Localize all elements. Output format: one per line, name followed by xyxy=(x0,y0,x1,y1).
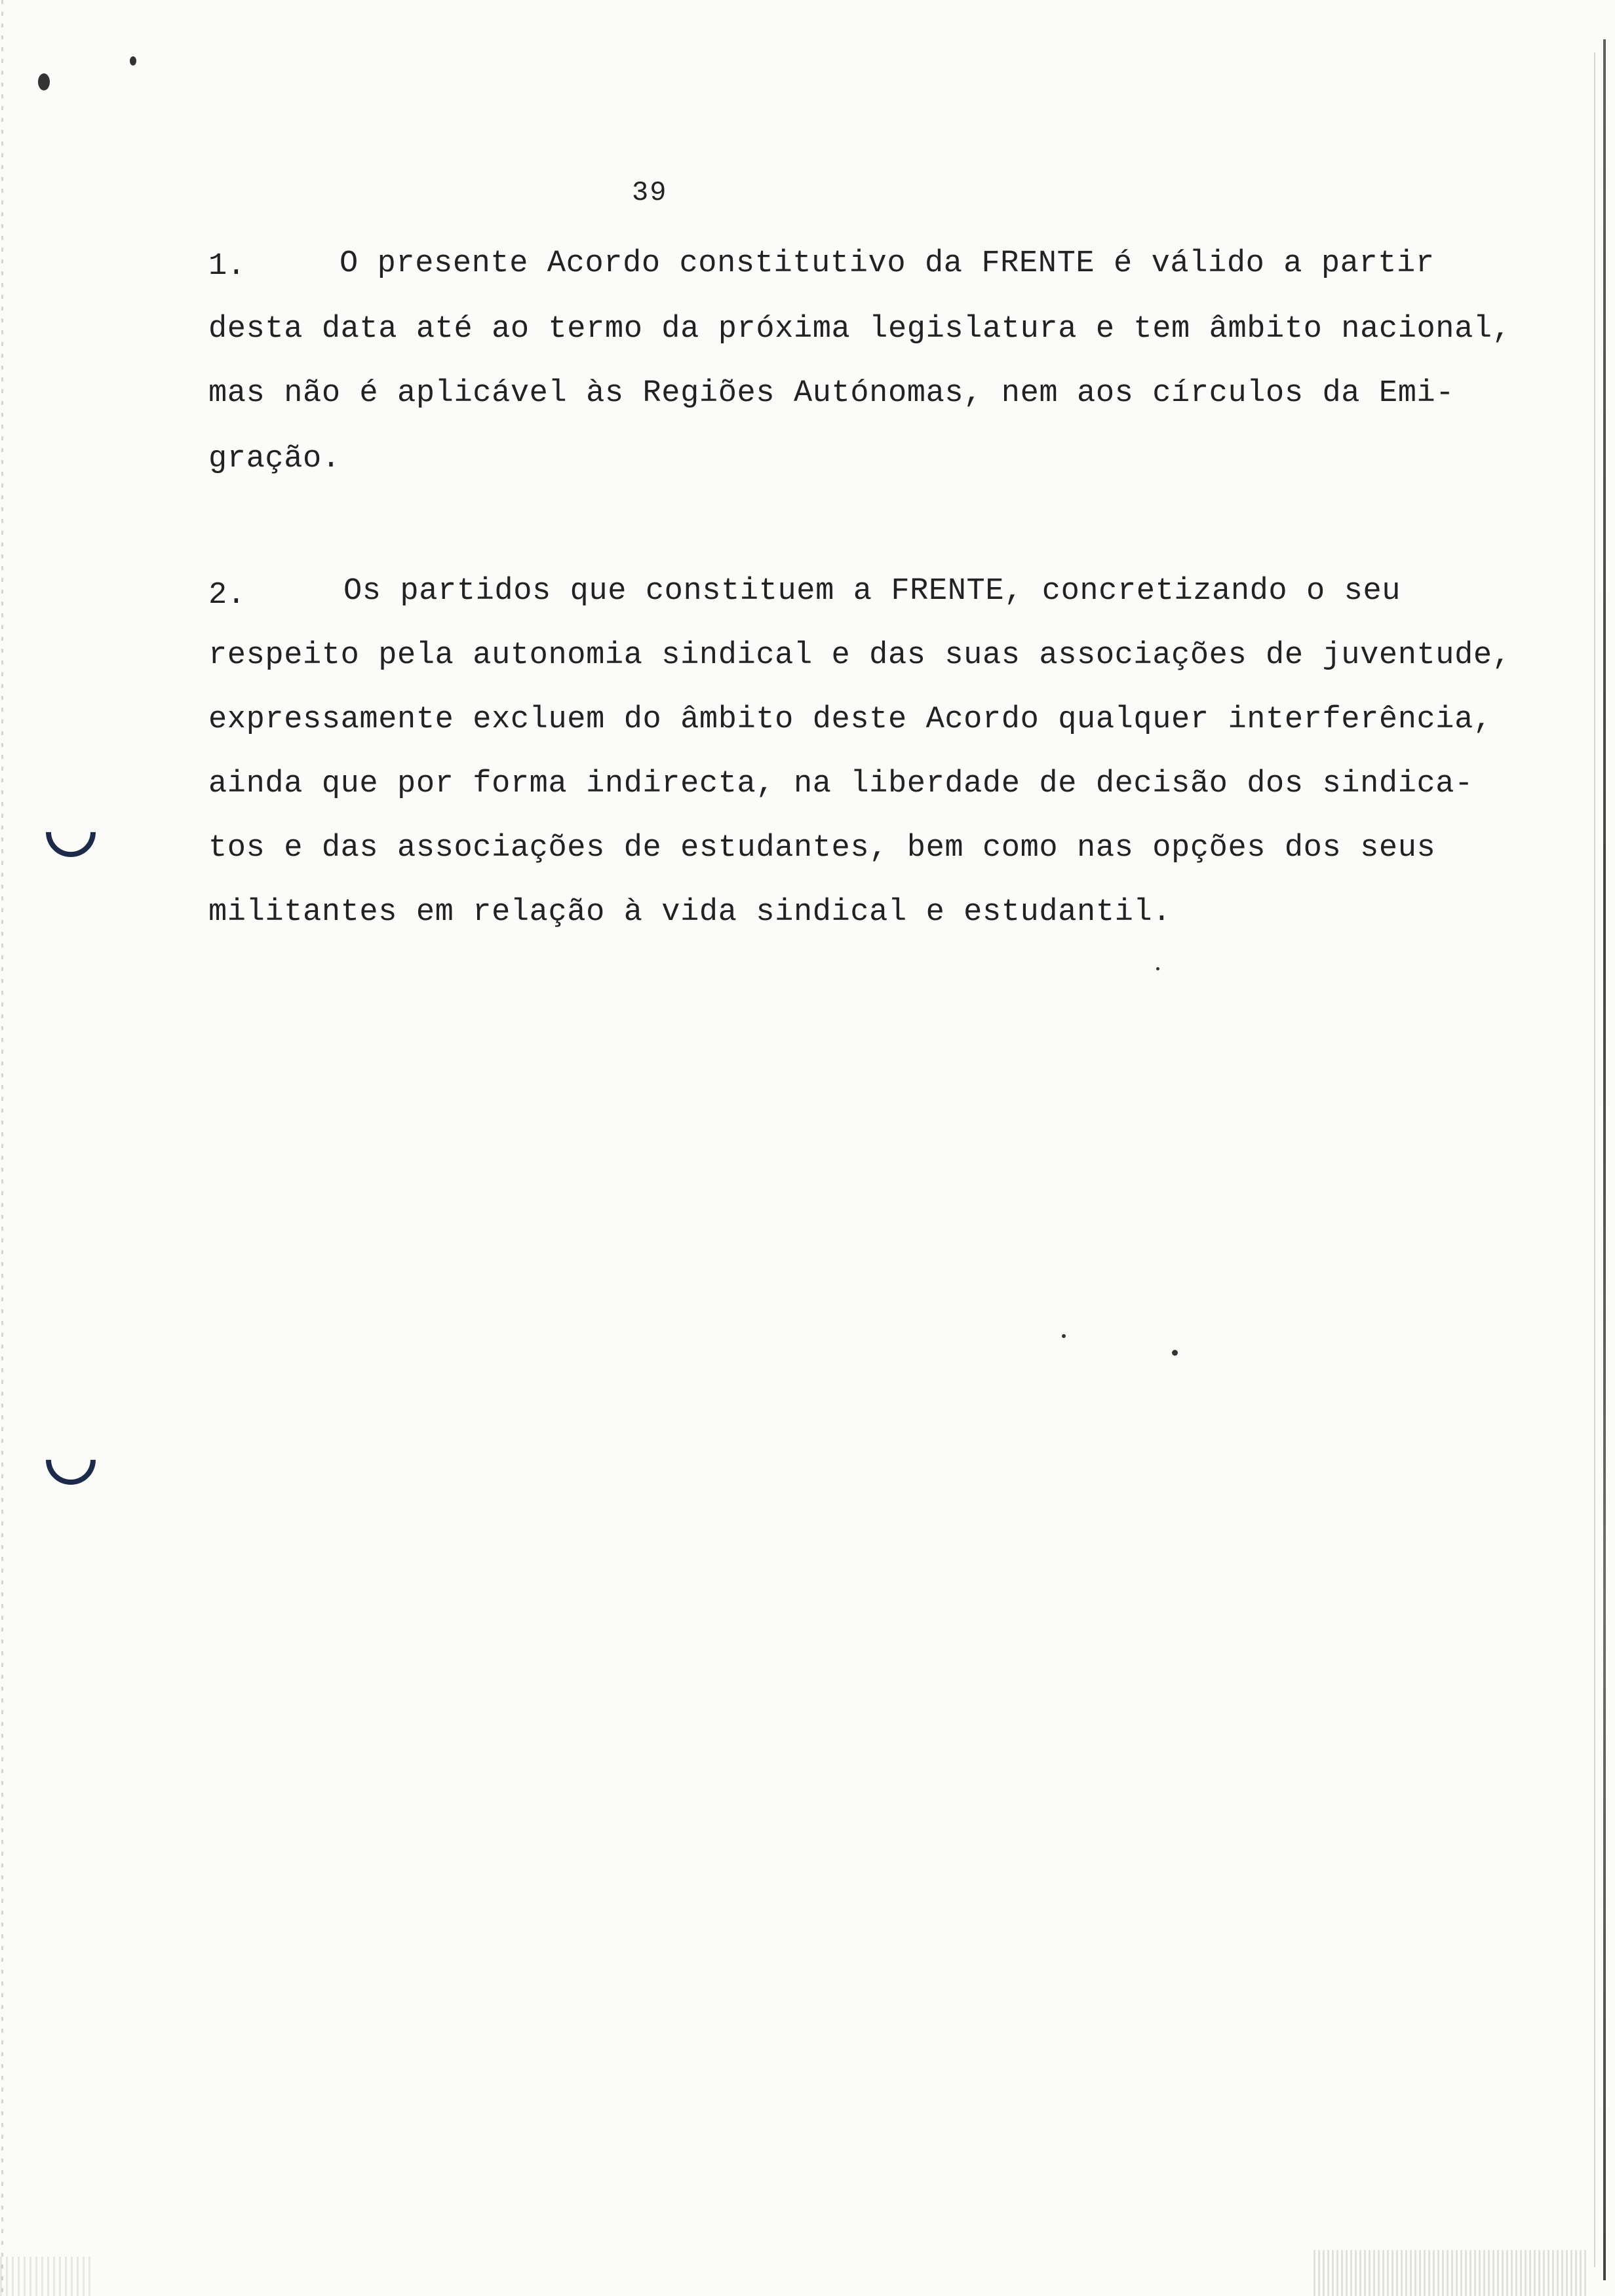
paragraph-number: 2. xyxy=(208,578,246,613)
scan-right-edge-shadow xyxy=(1594,52,1595,2267)
scan-right-edge xyxy=(1603,39,1606,2280)
scan-speck xyxy=(1172,1350,1178,1356)
paragraph-line: desta data até ao termo da próxima legislatura e tem âmbito nacional, xyxy=(208,312,1511,347)
punch-hole-mark xyxy=(35,797,106,867)
paragraph-line: respeito pela autonomia sindical e das suas associações de juventude, xyxy=(208,638,1511,673)
paragraph-number: 1. xyxy=(208,249,246,284)
scan-noise xyxy=(0,2257,92,2296)
scan-left-edge xyxy=(1,0,3,2296)
scan-noise xyxy=(1313,2250,1589,2296)
page-number: 39 xyxy=(632,177,668,208)
paragraph-line: O presente Acordo constitutivo da FRENTE é válido a partir xyxy=(340,246,1435,281)
paragraph-line: gração. xyxy=(208,442,341,476)
scan-speck xyxy=(1062,1334,1066,1338)
scan-speck xyxy=(130,56,136,66)
paragraph-line: expressamente excluem do âmbito deste Acordo qualquer interferência, xyxy=(208,702,1492,737)
punch-hole-mark xyxy=(35,1425,106,1495)
scan-speck xyxy=(1156,967,1159,970)
paragraph-line: mas não é aplicável às Regiões Autónomas, nem aos círculos da Emi- xyxy=(208,376,1455,411)
paragraph-line: militantes em relação à vida sindical e estudantil. xyxy=(208,895,1172,930)
scan-speck xyxy=(38,73,50,90)
paragraph-line: tos e das associações de estudantes, bem como nas opções dos seus xyxy=(208,831,1436,866)
paragraph-line: ainda que por forma indirecta, na liberdade de decisão dos sindica- xyxy=(208,767,1473,801)
paragraph-line: Os partidos que constituem a FRENTE, concretizando o seu xyxy=(343,574,1401,609)
